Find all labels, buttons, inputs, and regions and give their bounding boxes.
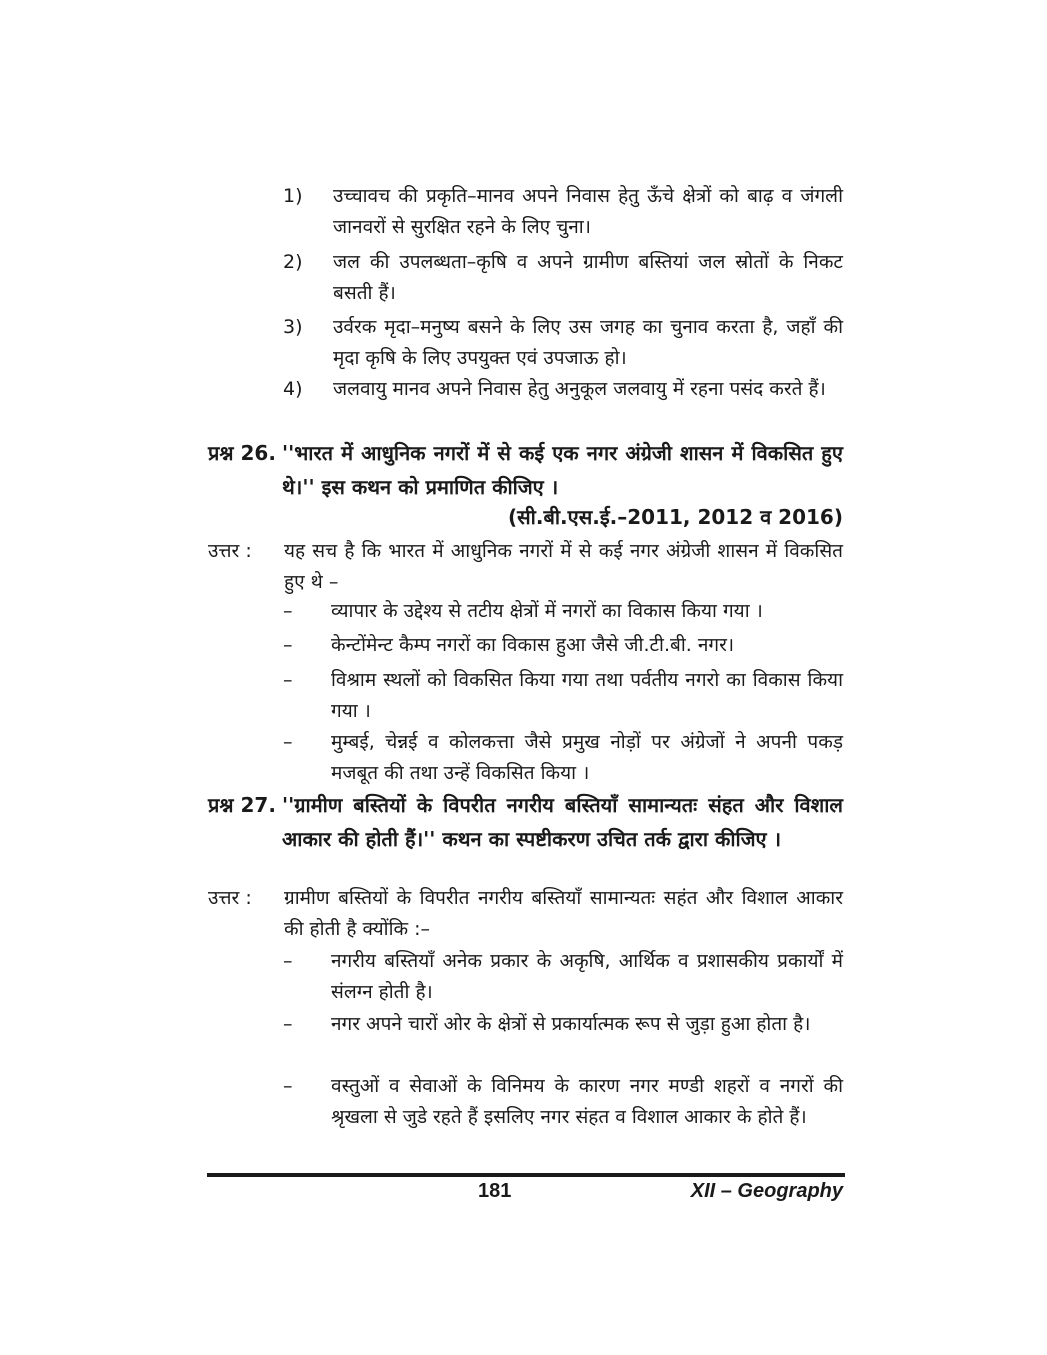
list-item xyxy=(283,630,843,661)
dash-bullet: – xyxy=(283,1075,293,1097)
list-item-text: व्यापार के उद्देश्य से तटीय क्षेत्रों में नगरों का विकास किया गया । xyxy=(331,600,763,622)
point-2 xyxy=(283,247,843,309)
point-3 xyxy=(283,312,843,374)
point-number: 2) xyxy=(283,251,303,273)
list-item xyxy=(283,665,843,727)
question-label: प्रश्न 26. xyxy=(208,441,276,465)
question-text: ''ग्रामीण बस्तियों के विपरीत नगरीय बस्तियाँ सामान्यतः संहत और विशाल आकार की होती हैं।'' कथन का स्पष्टीकरण उचित तर्क द्वारा कीजिए । xyxy=(282,793,843,851)
point-text: उर्वरक मृदा–मनुष्य बसने के लिए उस जगह का चुनाव करता है, जहाँ की मृदा कृषि के लिए उपयुक्त एवं उपजाऊ हो। xyxy=(333,316,843,369)
list-item-text: नगर अपने चारों ओर के क्षेत्रों से प्रकार्यात्मक रूप से जुड़ा हुआ होता है। xyxy=(331,1013,811,1035)
footer-divider xyxy=(207,1173,845,1177)
list-item-text: मुम्बई, चेन्नई व कोलकत्ता जैसे प्रमुख नोड़ों पर अंग्रेजों ने अपनी पकड़ मजबूत की तथा उन्हें विकसित किया । xyxy=(331,731,843,784)
answer-intro: ग्रामीण बस्तियों के विपरीत नगरीय बस्तियाँ सामान्यतः सहंत और विशाल आकार की होती है क्योंकि :– xyxy=(284,887,843,940)
list-item-text: विश्राम स्थलों को विकसित किया गया तथा पर्वतीय नगरो का विकास किया गया । xyxy=(331,669,843,722)
point-4 xyxy=(283,374,843,405)
list-item-text: नगरीय बस्तियाँ अनेक प्रकार के अकृषि, आर्थिक व प्रशासकीय प्रकार्यों में संलग्न होती है। xyxy=(331,950,843,1003)
question-27 xyxy=(208,788,843,856)
question-label: प्रश्न 27. xyxy=(208,793,276,817)
answer-label: उत्तर : xyxy=(208,540,252,562)
list-item-text: वस्तुओं व सेवाओं के विनिमय के कारण नगर मण्डी शहरों व नगरों की श्रृखला से जुडे रहते हैं इसलिए नगर संहत व विशाल आकार के होते हैं। xyxy=(331,1075,843,1128)
answer-27 xyxy=(208,883,843,945)
list-item xyxy=(283,596,843,627)
dash-bullet: – xyxy=(283,634,293,656)
point-1 xyxy=(283,181,843,243)
list-item xyxy=(283,1009,843,1040)
page-number: 181 xyxy=(478,1180,512,1202)
dash-bullet: – xyxy=(283,950,293,972)
point-number: 3) xyxy=(283,316,303,338)
point-number: 4) xyxy=(283,378,303,400)
dash-bullet: – xyxy=(283,669,293,691)
point-text: उच्चावच की प्रकृति–मानव अपने निवास हेतु ऊँचे क्षेत्रों को बाढ़ व जंगली जानवरों से सुरक्षित रहने के लिए चुना। xyxy=(333,185,843,238)
subject-label: XII – Geography xyxy=(690,1180,843,1202)
dash-bullet: – xyxy=(283,1013,293,1035)
answer-label: उत्तर : xyxy=(208,887,252,909)
question-26 xyxy=(208,436,843,504)
answer-intro: यह सच है कि भारत में आधुनिक नगरों में से कई नगर अंग्रेजी शासन में विकसित हुए थे – xyxy=(284,540,843,593)
question-text: ''भारत में आधुनिक नगरों में से कई एक नगर अंग्रेजी शासन में विकसित हुए थे।'' इस कथन को प्रमाणित कीजिए । xyxy=(282,441,843,499)
list-item xyxy=(283,727,843,789)
list-item xyxy=(283,1071,843,1133)
point-number: 1) xyxy=(283,185,303,207)
dash-bullet: – xyxy=(283,731,293,753)
point-text: जल की उपलब्धता–कृषि व अपने ग्रामीण बस्तियां जल स्रोतों के निकट बसती हैं। xyxy=(333,251,843,304)
exam-reference: (सी.बी.एस.ई.–2011, 2012 व 2016) xyxy=(508,505,843,529)
dash-bullet: – xyxy=(283,600,293,622)
point-text: जलवायु मानव अपने निवास हेतु अनुकूल जलवायु में रहना पसंद करते हैं। xyxy=(333,378,826,400)
list-item xyxy=(283,946,843,1008)
answer-26 xyxy=(208,536,843,598)
list-item-text: केन्टोंमेन्ट कैम्प नगरों का विकास हुआ जैसे जी.टी.बी. नगर। xyxy=(331,634,735,656)
